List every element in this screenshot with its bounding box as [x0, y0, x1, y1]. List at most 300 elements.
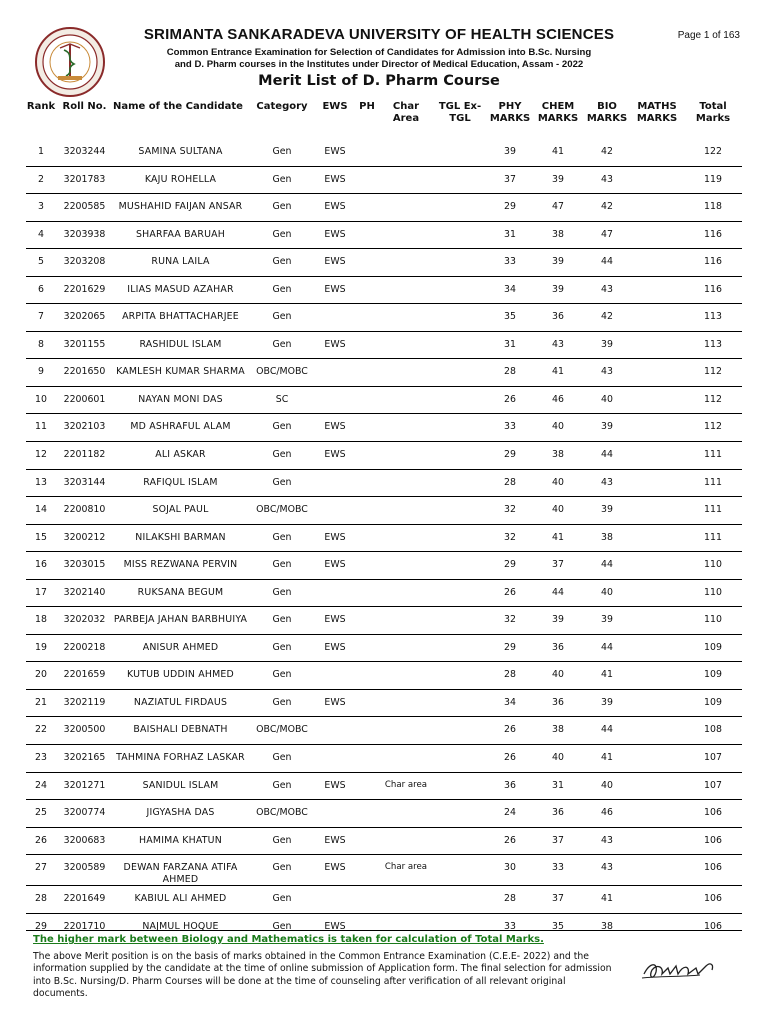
- cell-tgl: [432, 607, 488, 635]
- cell-ews: [316, 469, 354, 497]
- cell-roll: 3200500: [56, 717, 113, 745]
- cell-tgl: [432, 386, 488, 414]
- cell-bio: 39: [584, 414, 630, 442]
- cell-maths: [630, 166, 684, 194]
- cell-bio: 44: [584, 717, 630, 745]
- cell-name: SHARFAA BARUAH: [113, 221, 248, 249]
- cell-char: [380, 166, 432, 194]
- col-roll: Roll No.: [62, 101, 107, 112]
- cell-ph: [354, 579, 380, 607]
- cell-total: 110: [684, 552, 742, 580]
- cell-ews: EWS: [316, 414, 354, 442]
- cell-char: [380, 194, 432, 222]
- cell-char: [380, 249, 432, 277]
- cell-tgl: [432, 276, 488, 304]
- col-chem: CHEM MARKS: [537, 101, 579, 124]
- cell-chem: 38: [532, 442, 584, 470]
- cell-name: HAMIMA KHATUN: [113, 827, 248, 855]
- cell-ews: EWS: [324, 920, 346, 932]
- cell-category: Gen: [248, 194, 316, 222]
- cell-name: NAYAN MONI DAS: [113, 386, 248, 414]
- cell-total: 108: [684, 717, 742, 745]
- cell-chem: 40: [532, 497, 584, 525]
- cell-tgl: [432, 442, 488, 470]
- cell-roll: 3202103: [56, 414, 113, 442]
- cell-maths: [630, 745, 684, 773]
- table-row: [26, 552, 742, 580]
- table-row: [26, 886, 742, 914]
- exam-subtitle-line-2: and D. Pharm courses in the Institutes under Director of Medical Education, Assam - 2022: [174, 59, 584, 70]
- cell-roll: 3202165: [56, 745, 113, 773]
- cell-name: ALI ASKAR: [113, 442, 248, 470]
- cell-char: [380, 552, 432, 580]
- cell-name: SANIDUL ISLAM: [113, 772, 248, 800]
- merit-table: [26, 98, 742, 940]
- cell-roll: 3203244: [56, 139, 113, 166]
- cell-name: KAJU ROHELLA: [113, 166, 248, 194]
- cell-maths: [630, 607, 684, 635]
- cell-rank: 23: [26, 745, 56, 773]
- table-row: [26, 855, 742, 886]
- cell-name: BAISHALI DEBNATH: [113, 717, 248, 745]
- cell-total: 111: [684, 469, 742, 497]
- cell-total: 109: [684, 634, 742, 662]
- cell-maths: [630, 359, 684, 387]
- table-row: [26, 662, 742, 690]
- cell-total: 122: [684, 139, 742, 166]
- cell-ph: [354, 524, 380, 552]
- cell-rank: 9: [26, 359, 56, 387]
- signature-icon: [640, 956, 730, 984]
- table-row: [26, 827, 742, 855]
- cell-maths: [630, 886, 684, 914]
- table-row: [26, 442, 742, 470]
- cell-ews: EWS: [316, 524, 354, 552]
- cell-maths: [630, 442, 684, 470]
- cell-name: SAMINA SULTANA: [113, 139, 248, 166]
- cell-tgl: [432, 359, 488, 387]
- cell-tgl: [432, 717, 488, 745]
- col-ews: EWS: [322, 101, 348, 112]
- table-row: [26, 689, 742, 717]
- cell-bio: 41: [584, 745, 630, 773]
- cell-name: ARPITA BHATTACHARJEE: [113, 304, 248, 332]
- table-row: [26, 469, 742, 497]
- cell-char: [380, 276, 432, 304]
- table-row: [26, 386, 742, 414]
- cell-category: Gen: [248, 221, 316, 249]
- cell-bio: 44: [584, 552, 630, 580]
- cell-ph: [354, 607, 380, 635]
- cell-category: Gen: [272, 920, 292, 932]
- cell-ph: [354, 139, 380, 166]
- cell-maths: [630, 772, 684, 800]
- cell-chem: 33: [532, 855, 584, 886]
- cell-char: [380, 689, 432, 717]
- cell-rank: 4: [26, 221, 56, 249]
- cell-ews: [316, 497, 354, 525]
- cell-rank: 8: [26, 331, 56, 359]
- cell-name: MUSHAHID FAIJAN ANSAR: [113, 194, 248, 222]
- cell-category: Gen: [248, 827, 316, 855]
- cell-tgl: [432, 166, 488, 194]
- cell-tgl: [432, 414, 488, 442]
- cell-ews: [316, 579, 354, 607]
- cell-total: 106: [684, 827, 742, 855]
- cell-bio: 38: [601, 920, 613, 932]
- cell-char: [380, 414, 432, 442]
- cell-phy: 31: [488, 331, 532, 359]
- cell-category: Gen: [248, 634, 316, 662]
- merit-list-title: Merit List of D. Pharm Course: [258, 73, 500, 89]
- cell-char: [380, 304, 432, 332]
- cell-tgl: [432, 689, 488, 717]
- cell-total: 106: [684, 800, 742, 828]
- cell-ph: [354, 634, 380, 662]
- cell-tgl: [432, 827, 488, 855]
- cell-phy: 34: [488, 276, 532, 304]
- cell-total: 107: [684, 745, 742, 773]
- table-row: [26, 579, 742, 607]
- cell-rank: 13: [26, 469, 56, 497]
- cell-ph: [354, 886, 380, 914]
- cell-bio: 43: [584, 855, 630, 886]
- cell-chem: 37: [532, 827, 584, 855]
- cell-char: [380, 827, 432, 855]
- table-row: [26, 139, 742, 166]
- cell-total: 112: [684, 359, 742, 387]
- cell-bio: 43: [584, 166, 630, 194]
- cell-tgl: [432, 331, 488, 359]
- page-number: Page 1 of 163: [677, 30, 740, 41]
- cell-char: [380, 497, 432, 525]
- cell-rank: 25: [26, 800, 56, 828]
- cell-char: [380, 359, 432, 387]
- cell-chem: 40: [532, 745, 584, 773]
- cell-chem: 40: [532, 414, 584, 442]
- cell-roll: 2201659: [56, 662, 113, 690]
- cell-total: 109: [684, 689, 742, 717]
- cell-ph: [354, 414, 380, 442]
- cell-roll: 2201649: [56, 886, 113, 914]
- cell-chem: 31: [532, 772, 584, 800]
- cell-tgl: [432, 579, 488, 607]
- cell-name: ILIAS MASUD AZAHAR: [113, 276, 248, 304]
- col-category: Category: [256, 101, 308, 112]
- table-row: [26, 304, 742, 332]
- cell-phy: 32: [488, 497, 532, 525]
- cell-chem: 39: [532, 276, 584, 304]
- cell-ph: [354, 772, 380, 800]
- cell-maths: [630, 331, 684, 359]
- cell-maths: [630, 221, 684, 249]
- cell-total: 107: [684, 772, 742, 800]
- cell-bio: 40: [584, 772, 630, 800]
- col-bio: BIO MARKS: [586, 101, 628, 124]
- table-row: [26, 745, 742, 773]
- cell-category: Gen: [248, 442, 316, 470]
- table-row: [26, 276, 742, 304]
- university-seal-icon: [34, 26, 106, 98]
- cell-phy: 35: [488, 304, 532, 332]
- cell-rank: 29: [35, 920, 47, 932]
- cell-maths: [630, 717, 684, 745]
- cell-roll: 3201271: [56, 772, 113, 800]
- cell-ph: [354, 304, 380, 332]
- cell-char: [380, 717, 432, 745]
- cell-char: [380, 886, 432, 914]
- cell-total: 118: [684, 194, 742, 222]
- cell-maths: [630, 194, 684, 222]
- cell-tgl: [432, 745, 488, 773]
- cell-ews: EWS: [316, 331, 354, 359]
- cell-phy: 26: [488, 386, 532, 414]
- cell-chem: 41: [532, 139, 584, 166]
- cell-phy: 33: [504, 920, 516, 932]
- cell-ph: [354, 442, 380, 470]
- cell-ews: EWS: [316, 689, 354, 717]
- table-row: [26, 497, 742, 525]
- cell-name: PARBEJA JAHAN BARBHUIYA: [113, 607, 248, 635]
- cell-roll: 2201629: [56, 276, 113, 304]
- cell-chem: 37: [532, 886, 584, 914]
- col-tgl: TGL Ex-TGL: [438, 101, 482, 124]
- cell-chem: 39: [532, 607, 584, 635]
- cell-ph: [354, 855, 380, 886]
- cell-tgl: [432, 221, 488, 249]
- cell-ph: [354, 166, 380, 194]
- cell-char: [380, 662, 432, 690]
- table-header-row: [26, 98, 742, 139]
- cell-tgl: [432, 249, 488, 277]
- cell-rank: 14: [26, 497, 56, 525]
- cell-phy: 29: [488, 634, 532, 662]
- cell-chem: 39: [532, 166, 584, 194]
- cell-ews: [316, 717, 354, 745]
- cell-total: 106: [684, 886, 742, 914]
- cell-chem: 39: [532, 249, 584, 277]
- cell-maths: [630, 579, 684, 607]
- cell-maths: [630, 827, 684, 855]
- cell-roll: 3203208: [56, 249, 113, 277]
- cell-total: 111: [684, 497, 742, 525]
- cell-maths: [630, 304, 684, 332]
- cell-bio: 44: [584, 249, 630, 277]
- cell-ph: [354, 331, 380, 359]
- cell-name: KUTUB UDDIN AHMED: [113, 662, 248, 690]
- cell-phy: 24: [488, 800, 532, 828]
- table-row: [26, 634, 742, 662]
- cell-roll: 3200589: [56, 855, 113, 886]
- cell-total: 116: [684, 221, 742, 249]
- cell-ph: [354, 717, 380, 745]
- cell-tgl: [432, 497, 488, 525]
- cell-category: Gen: [248, 607, 316, 635]
- cell-char: [380, 221, 432, 249]
- cell-tgl: [432, 772, 488, 800]
- cell-category: OBC/MOBC: [248, 497, 316, 525]
- cell-tgl: [432, 552, 488, 580]
- cell-total: 113: [684, 304, 742, 332]
- cell-tgl: [432, 800, 488, 828]
- table-row: [26, 166, 742, 194]
- cell-bio: 42: [584, 304, 630, 332]
- cell-ph: [354, 469, 380, 497]
- cell-ews: EWS: [316, 442, 354, 470]
- cell-rank: 16: [26, 552, 56, 580]
- cell-category: Gen: [248, 331, 316, 359]
- cell-chem: 47: [532, 194, 584, 222]
- cell-maths: [630, 913, 684, 940]
- cell-bio: 41: [584, 886, 630, 914]
- cell-category: OBC/MOBC: [248, 717, 316, 745]
- cell-phy: 28: [488, 662, 532, 690]
- cell-chem: 46: [532, 386, 584, 414]
- cell-total: 112: [684, 414, 742, 442]
- cell-category: Gen: [248, 249, 316, 277]
- table-row: [26, 221, 742, 249]
- cell-char: [380, 442, 432, 470]
- cell-name: JIGYASHA DAS: [113, 800, 248, 828]
- cell-roll: 3200774: [56, 800, 113, 828]
- cell-roll: 3203144: [56, 469, 113, 497]
- total-marks-note: The higher mark between Biology and Mathematics is taken for calculation of Total Marks.: [33, 934, 544, 945]
- cell-maths: [630, 414, 684, 442]
- cell-phy: 26: [488, 579, 532, 607]
- cell-ews: EWS: [316, 607, 354, 635]
- cell-rank: 15: [26, 524, 56, 552]
- cell-phy: 28: [488, 359, 532, 387]
- cell-roll: 2200601: [56, 386, 113, 414]
- cell-category: Gen: [248, 772, 316, 800]
- cell-ph: [354, 359, 380, 387]
- cell-bio: 43: [584, 359, 630, 387]
- cell-chem: 36: [532, 304, 584, 332]
- cell-rank: 17: [26, 579, 56, 607]
- cell-rank: 5: [26, 249, 56, 277]
- cell-category: Gen: [248, 469, 316, 497]
- cell-category: Gen: [248, 166, 316, 194]
- cell-total: 116: [684, 276, 742, 304]
- cell-category: Gen: [248, 276, 316, 304]
- cell-rank: 20: [26, 662, 56, 690]
- cell-category: OBC/MOBC: [248, 359, 316, 387]
- cell-ph: [354, 249, 380, 277]
- cell-rank: 11: [26, 414, 56, 442]
- cell-ews: [316, 800, 354, 828]
- cell-bio: 42: [584, 139, 630, 166]
- cell-char: Char area: [380, 855, 432, 886]
- cell-roll: 3200683: [56, 827, 113, 855]
- cell-char: [380, 800, 432, 828]
- cell-maths: [630, 524, 684, 552]
- cell-chem: 41: [532, 524, 584, 552]
- cell-char: [380, 579, 432, 607]
- cell-roll: 3202140: [56, 579, 113, 607]
- cell-total: 110: [684, 579, 742, 607]
- cell-ews: EWS: [316, 221, 354, 249]
- cell-total: 106: [684, 855, 742, 886]
- cell-ews: [316, 886, 354, 914]
- cell-chem: 36: [532, 800, 584, 828]
- cell-roll: 3201155: [56, 331, 113, 359]
- table-row: [26, 524, 742, 552]
- cell-char: [380, 331, 432, 359]
- cell-bio: 43: [584, 276, 630, 304]
- table-row: [26, 717, 742, 745]
- cell-name: MISS REZWANA PERVIN: [113, 552, 248, 580]
- cell-roll: 3202065: [56, 304, 113, 332]
- exam-subtitle-line-1: Common Entrance Examination for Selection of Candidates for Admission into B.Sc. Nursing: [166, 47, 592, 58]
- col-maths: MATHS MARKS: [636, 101, 678, 124]
- cell-rank: 21: [26, 689, 56, 717]
- table-row: [26, 249, 742, 277]
- cell-name: TAHMINA FORHAZ LASKAR: [113, 745, 248, 773]
- merit-disclaimer: The above Merit position is on the basis of marks obtained in the Common Entrance Examination (C.E.E- 2022) and the information supplied by the candidate at the time of online submission of Application form. The final selection for admission into B.Sc. Nursing/D. Pharm Courses will be done at the time of counseling after verification of all relevant original documents.: [33, 951, 612, 1000]
- cell-bio: 47: [584, 221, 630, 249]
- cell-roll: 3202032: [56, 607, 113, 635]
- cell-roll: 2201650: [56, 359, 113, 387]
- cell-roll: 2200810: [56, 497, 113, 525]
- cell-roll: 2201710: [63, 920, 106, 932]
- cell-roll: 2200218: [56, 634, 113, 662]
- cell-total: 111: [684, 442, 742, 470]
- cell-bio: 39: [584, 497, 630, 525]
- cell-ews: EWS: [316, 634, 354, 662]
- cell-chem: 40: [532, 469, 584, 497]
- cell-category: OBC/MOBC: [248, 800, 316, 828]
- cell-tgl: [432, 524, 488, 552]
- cell-ews: EWS: [316, 827, 354, 855]
- cell-chem: 36: [532, 689, 584, 717]
- university-title: SRIMANTA SANKARADEVA UNIVERSITY OF HEALTH SCIENCES: [143, 26, 615, 43]
- cell-name: NAZIATUL FIRDAUS: [113, 689, 248, 717]
- cell-bio: 42: [584, 194, 630, 222]
- table-row: [26, 194, 742, 222]
- cell-bio: 44: [584, 634, 630, 662]
- cell-name: DEWAN FARZANA ATIFA AHMED: [113, 855, 248, 886]
- col-total: Total Marks: [695, 101, 731, 124]
- col-rank: Rank: [26, 101, 56, 112]
- cell-chem: 40: [532, 662, 584, 690]
- cell-ews: EWS: [316, 249, 354, 277]
- cell-tgl: [432, 139, 488, 166]
- cell-char: [380, 386, 432, 414]
- cell-rank: 26: [26, 827, 56, 855]
- cell-maths: [630, 139, 684, 166]
- cell-ph: [354, 745, 380, 773]
- table-row: [26, 331, 742, 359]
- cell-chem: 37: [532, 552, 584, 580]
- cell-category: Gen: [248, 662, 316, 690]
- col-char-area: Char Area: [392, 101, 420, 124]
- cell-phy: 26: [488, 827, 532, 855]
- cell-rank: 27: [26, 855, 56, 886]
- cell-roll: 2201182: [56, 442, 113, 470]
- cell-category: SC: [248, 386, 316, 414]
- cell-tgl: [432, 634, 488, 662]
- cell-chem: 36: [532, 634, 584, 662]
- cell-maths: [630, 800, 684, 828]
- cell-bio: 46: [584, 800, 630, 828]
- cell-phy: 33: [488, 249, 532, 277]
- cell-phy: 39: [488, 139, 532, 166]
- cell-ews: [316, 386, 354, 414]
- cell-roll: 2200585: [56, 194, 113, 222]
- cell-phy: 29: [488, 194, 532, 222]
- cell-chem: 35: [552, 920, 564, 932]
- cell-ph: [354, 662, 380, 690]
